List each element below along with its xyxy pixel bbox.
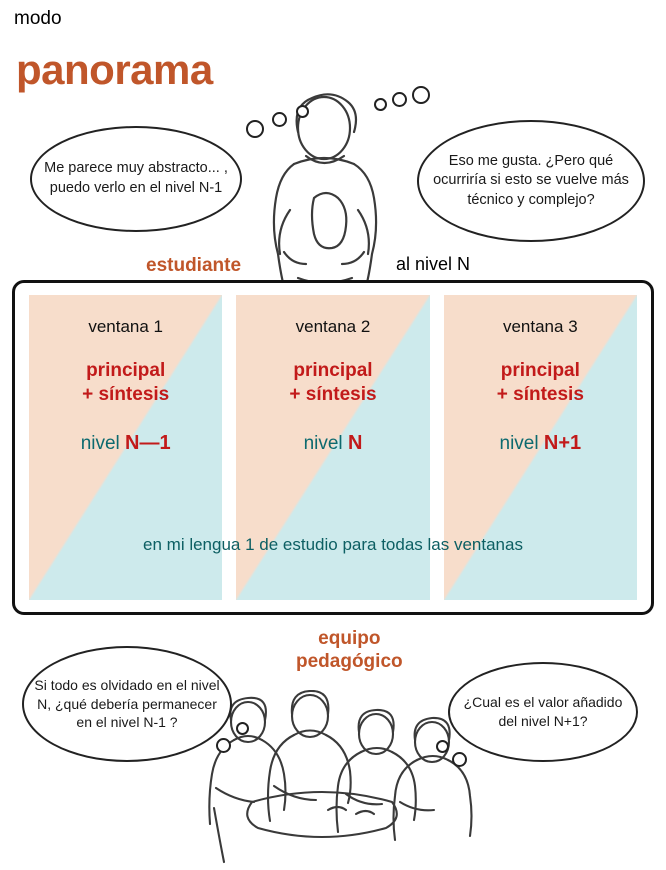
thought-dot-icon [246,120,264,138]
window-content-line2: + síntesis [289,384,377,406]
window-card[interactable] [444,295,637,600]
role-label-team [296,628,403,674]
window-level [236,432,429,455]
thought-bubble-team-left [22,646,232,762]
thought-dot-icon [412,86,430,104]
window-name: ventana 1 [88,317,163,336]
thought-bubble-student-left-text: Me parece muy abstracto... , puedo verlo en el nivel N-1 [44,160,228,196]
window-content-line1: principal [86,360,166,381]
role-label-team-line1: equipo [318,628,381,649]
window-card[interactable] [236,295,429,600]
window-level-value: N+1 [543,431,582,454]
window-level-value: N—1 [125,431,171,454]
thought-bubble-team-right-text: ¿Cual es el valor añadido del nivel N+1? [463,694,623,729]
thought-dot-icon [392,92,407,107]
window-content-line2: + síntesis [496,384,584,406]
window-name: ventana 3 [502,317,578,336]
thought-dot-icon [436,740,449,753]
window-level-value: N [347,431,363,454]
window-level-prefix: nivel [303,432,343,454]
window-content-line1: principal [293,360,373,381]
thought-dot-icon [452,752,467,767]
page-title: panorama [16,46,213,93]
window-level-prefix: nivel [80,432,120,454]
window-name: ventana 2 [295,317,371,336]
thought-bubble-team-left-text: Si todo es olvidado en el nivel N, ¿qué debería permanecer en el nivel N-1 ? [34,676,220,731]
thought-dot-icon [272,112,287,127]
window-content [444,359,637,408]
thought-dot-icon [236,722,249,735]
window-content-line2: + síntesis [82,384,170,406]
window-level-prefix: nivel [499,432,539,454]
window-content [236,359,429,408]
thought-bubble-student-right [417,120,645,242]
thought-bubble-student-left [30,126,242,232]
windows-row [29,295,637,600]
thought-dot-icon [374,98,387,111]
window-content-line1: principal [500,360,580,381]
thought-dot-icon [216,738,231,753]
panel-footer-note: en mi lengua 1 de estudio para todas las ventanas [143,535,523,554]
thought-bubble-student-right-text: Eso me gusta. ¿Pero qué ocurriría si esto se vuelve más técnico y complejo? [433,152,629,208]
thought-bubble-team-right [448,662,638,762]
windows-panel [12,280,654,615]
window-card[interactable] [29,295,222,600]
role-label-student: estudiante [146,255,242,276]
role-label-team-line2: pedagógico [296,650,403,672]
student-level-note: al nivel N [396,254,471,274]
window-content [29,359,222,408]
window-level [444,432,637,455]
thought-dot-icon [296,105,309,118]
window-level [29,432,222,455]
mode-label: modo [14,8,62,29]
